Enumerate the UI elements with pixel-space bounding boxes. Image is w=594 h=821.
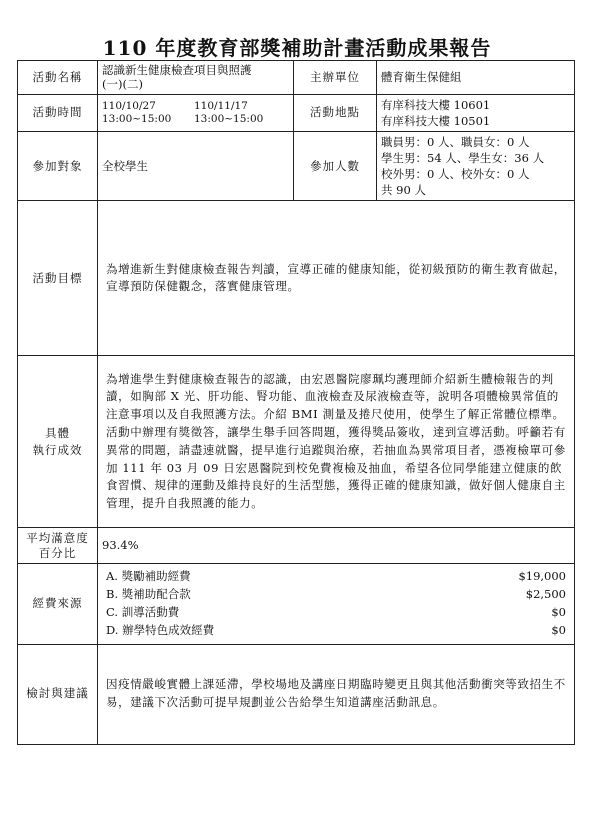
funding-item-amount: $0 — [551, 622, 566, 637]
location-line-2: 有庠科技大樓 10501 — [381, 113, 491, 128]
activity-name-label: 活動名稱 — [18, 61, 98, 95]
funding-item — [106, 622, 566, 640]
review-text: 因疫情嚴峻實體上課延滯，學校場地及講座日期臨時變更且與其他活動衝突等致招生不易，建議下次活動可提早規劃並公告給學生知道講座活動訊息。 — [98, 644, 575, 744]
satisfaction-label-line1: 平均滿意度 — [26, 530, 89, 545]
location-line-1: 有庠科技大樓 10601 — [381, 97, 491, 112]
row-activity-time — [18, 94, 575, 131]
funding-item — [106, 568, 566, 586]
results-text: 為增進學生對健康檢查報告的認識，由宏恩醫院廖珮均護理師介紹新生體檢報告的判讀，如胸部 X 光、肝功能、腎功能、血液檢查及尿液檢查等，說明各項體檢異常值的注意事項以及自我照護方法。介紹 BMI 測量及捲尺使用，使學生了解正常體位標準。活動中辦理有獎徵答，讓學生舉手回答問題，獲得獎品簽收，達到宣導活動。呼籲若有異常的問題，請盡速就醫，提早進行追蹤與治療，若抽血為異常項目者，憑複檢單可參加 111 年 03 月 09 日宏恩醫院到校免費複檢及抽血，希望各位同學能建立健康的飲食習慣、規律的運動及維持良好的生活型態，獲得正確的健康知識，做好個人健康自主管理，提升自我照護的能力。 — [98, 356, 575, 528]
attendance-line-4: 共 90 人 — [381, 183, 426, 198]
satisfaction-label — [18, 528, 98, 564]
row-funding — [18, 564, 575, 644]
funding-list — [98, 564, 575, 644]
location-label: 活動地點 — [294, 94, 377, 131]
attendance-label: 參加人數 — [294, 131, 377, 200]
row-satisfaction — [18, 528, 575, 564]
attendance-line-1: 職員男：0 人、職員女：0 人 — [381, 134, 530, 149]
activity-time-value — [98, 94, 294, 131]
participants-label: 參加對象 — [18, 131, 98, 200]
funding-item-amount: $0 — [551, 604, 566, 619]
row-results — [18, 356, 575, 528]
funding-item-amount: $19,000 — [518, 569, 566, 584]
funding-item-name: A. 獎勵補助經費 — [106, 569, 191, 584]
row-objective — [18, 201, 575, 356]
objective-label: 活動目標 — [18, 201, 98, 356]
participants-value: 全校學生 — [98, 131, 294, 200]
location-value — [377, 94, 575, 131]
funding-item-name: D. 辦學特色成效經費 — [106, 622, 215, 637]
attendance-line-2: 學生男：54 人、學生女：36 人 — [381, 151, 545, 166]
funding-label: 經費來源 — [18, 564, 98, 644]
activity-name-line1: 認識新生健康檢查項目與照護 — [102, 63, 252, 77]
funding-item — [106, 604, 566, 622]
review-label: 檢討與建議 — [18, 644, 98, 744]
satisfaction-value: 93.4% — [98, 528, 575, 564]
session-2 — [194, 100, 286, 126]
satisfaction-label-line2: 百分比 — [38, 545, 77, 560]
attendance-value — [377, 131, 575, 200]
session-2-date: 110/11/17 — [194, 99, 248, 112]
activity-name-value — [98, 61, 294, 95]
report-table — [17, 60, 575, 745]
results-label-line2: 執行成效 — [32, 442, 83, 457]
activity-time-label: 活動時間 — [18, 94, 98, 131]
report-title: 110 年度教育部獎補助計畫活動成果報告 — [102, 36, 492, 60]
objective-text: 為增進新生對健康檢查報告判讀，宣導正確的健康知能，從初級預防的衛生教育做起，宣導預防保健觀念，落實健康管理。 — [98, 201, 575, 356]
results-label — [18, 356, 98, 528]
funding-item — [106, 586, 566, 604]
funding-item-name: C. 訓導活動費 — [106, 604, 180, 619]
session-1 — [102, 100, 194, 126]
results-label-line1: 具體 — [45, 425, 70, 440]
attendance-line-3: 校外男：0 人、校外女：0 人 — [381, 167, 530, 182]
row-participants — [18, 131, 575, 200]
activity-name-line2: (一)(二) — [102, 77, 143, 92]
funding-item-amount: $2,500 — [525, 587, 566, 602]
row-review — [18, 644, 575, 744]
organizer-value: 體育衛生保健組 — [377, 61, 575, 95]
row-activity-name — [18, 61, 575, 95]
session-1-date: 110/10/27 — [102, 99, 156, 112]
funding-item-name: B. 獎補助配合款 — [106, 587, 191, 602]
organizer-label: 主辦單位 — [294, 61, 377, 95]
session-1-time: 13:00~15:00 — [102, 112, 172, 125]
session-2-time: 13:00~15:00 — [194, 112, 264, 125]
